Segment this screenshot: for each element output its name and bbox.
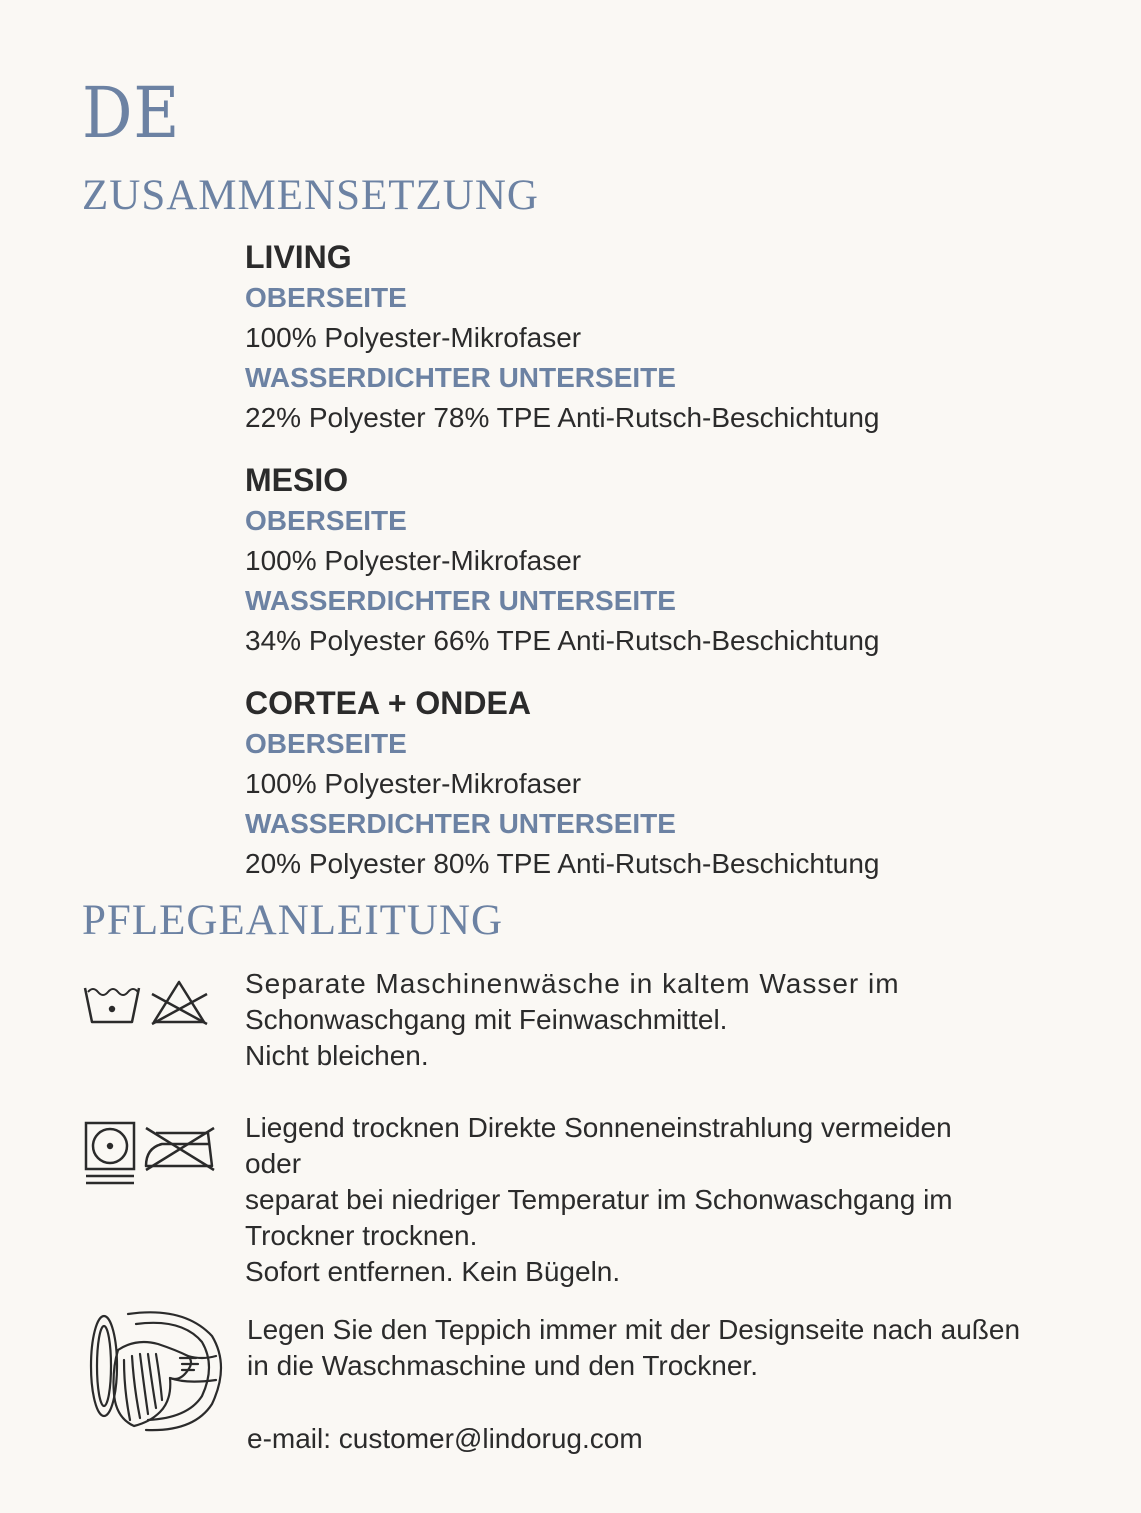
bottom-side-label: WASSERDICHTER UNTERSEITE xyxy=(245,362,676,393)
care-title: PFLEGEANLEITUNG xyxy=(82,897,504,944)
top-side-label: OBERSEITE xyxy=(245,728,407,759)
care-line: oder xyxy=(245,1148,302,1179)
language-code: DE xyxy=(82,72,181,154)
bottom-side-value: 20% Polyester 80% TPE Anti-Rutsch-Beschichtung xyxy=(245,848,880,879)
bottom-side-value: 34% Polyester 66% TPE Anti-Rutsch-Beschichtung xyxy=(245,625,880,656)
washing-icons xyxy=(82,978,217,1028)
tumble-dry-low-icon xyxy=(86,1123,134,1183)
product-name: CORTEA + ONDEA xyxy=(245,685,531,721)
washing-instructions xyxy=(245,966,1105,1074)
top-side-label: OBERSEITE xyxy=(245,505,407,536)
bottom-side-label: WASSERDICHTER UNTERSEITE xyxy=(245,808,676,839)
top-side-value: 100% Polyester-Mikrofaser xyxy=(245,322,582,353)
top-side-value: 100% Polyester-Mikrofaser xyxy=(245,768,582,799)
product-name: LIVING xyxy=(245,239,352,275)
bottom-side-value: 22% Polyester 78% TPE Anti-Rutsch-Beschichtung xyxy=(245,402,880,433)
care-line: Sofort entfernen. Kein Bügeln. xyxy=(245,1256,621,1287)
product-cortea-ondea xyxy=(245,682,1105,884)
no-bleach-icon xyxy=(152,982,207,1024)
composition-list xyxy=(245,236,1105,905)
care-line: separat bei niedriger Temperatur im Schonwaschgang im xyxy=(245,1184,953,1215)
top-side-label: OBERSEITE xyxy=(245,282,407,313)
care-line: Trockner trocknen. xyxy=(245,1220,478,1251)
care-line: Liegend trocknen Direkte Sonneneinstrahlung vermeiden xyxy=(245,1112,952,1143)
drying-instructions xyxy=(245,1110,1105,1290)
care-line: Legen Sie den Teppich immer mit der Designseite nach außen xyxy=(247,1314,1021,1345)
product-living xyxy=(245,236,1105,438)
care-line: Schonwaschgang mit Feinwaschmittel. xyxy=(245,1004,728,1035)
care-line: in die Waschmaschine und den Trockner. xyxy=(247,1350,759,1381)
product-mesio xyxy=(245,459,1105,661)
care-line: Separate Maschinenwäsche in kaltem Wasser im xyxy=(245,968,900,999)
wash-30-icon xyxy=(85,988,139,1022)
top-side-value: 100% Polyester-Mikrofaser xyxy=(245,545,582,576)
care-line: Nicht bleichen. xyxy=(245,1040,429,1071)
machine-instructions xyxy=(247,1312,1107,1384)
no-iron-icon xyxy=(146,1128,214,1170)
drying-icons xyxy=(84,1120,219,1188)
bottom-side-label: WASSERDICHTER UNTERSEITE xyxy=(245,585,676,616)
washing-machine-icon xyxy=(84,1308,229,1438)
product-name: MESIO xyxy=(245,462,349,498)
composition-title: ZUSAMMENSETZUNG xyxy=(82,172,539,219)
contact-email: e-mail: customer@lindorug.com xyxy=(247,1423,643,1454)
